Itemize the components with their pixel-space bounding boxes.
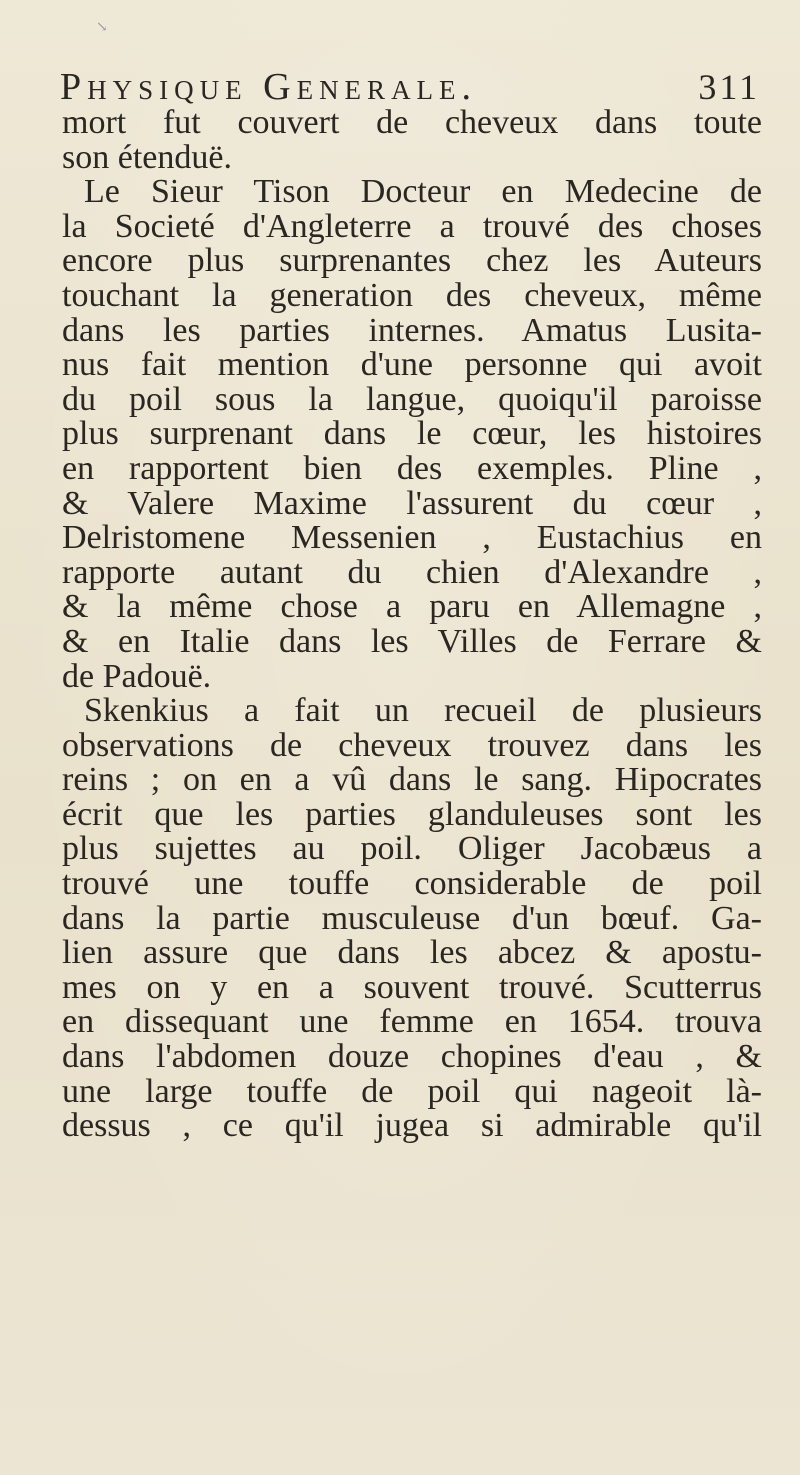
text-line: Skenkius a fait un recueil de plusieurs [84, 692, 762, 730]
text-line: touchant la generation des cheveux, même [62, 276, 762, 314]
text-line: nus fait mention d'une personne qui avoit [62, 346, 762, 384]
text-line: & Valere Maxime l'assurent du cœur , [62, 484, 762, 522]
text-line: son étenduë. [62, 138, 232, 176]
text-line: mort fut couvert de cheveux dans toute [62, 104, 762, 141]
text-line: une large touffe de poil qui nageoit là- [62, 1072, 762, 1110]
text-line: dans les parties internes. Amatus Lusita- [62, 311, 762, 349]
text-line: mes on y en a souvent trouvé. Scutterrus [62, 968, 762, 1006]
arrow-mark-icon: ↘ [96, 19, 108, 35]
text-line: dans la partie musculeuse d'un bœuf. Ga- [62, 899, 762, 937]
text-line: en dissequant une femme en 1654. trouva [62, 1003, 762, 1041]
text-line: lien assure que dans les abcez & apostu- [62, 934, 762, 972]
text-line: observations de cheveux trouvez dans les [62, 726, 762, 764]
text-line: Le Sieur Tison Docteur en Medecine de [84, 173, 762, 211]
text-line: plus sujettes au poil. Oliger Jacobæus a [62, 830, 762, 868]
text-line: plus surprenant dans le cœur, les histoires [62, 415, 762, 453]
text-line: écrit que les parties glanduleuses sont les [62, 795, 762, 833]
text-line: reins ; on en a vû dans le sang. Hipocrates [62, 761, 762, 799]
text-line: en rapportent bien des exemples. Pline , [62, 449, 762, 487]
page-title: Physique Generale. [60, 66, 478, 108]
text-line: de Padouë. [62, 657, 212, 695]
text-line: dessus , ce qu'il jugea si admirable qu'il [62, 1107, 762, 1145]
text-line: rapporte autant du chien d'Alexandre , [62, 553, 762, 591]
text-line: la Societé d'Angleterre a trouvé des choses [62, 207, 762, 245]
text-line: trouvé une touffe considerable de poil [62, 865, 762, 903]
text-line: & la même chose a paru en Allemagne , [62, 588, 762, 626]
text-line: Delristomene Messenien , Eustachius en [62, 519, 762, 557]
text-line: dans l'abdomen douze chopines d'eau , & [62, 1038, 762, 1076]
text-line: & en Italie dans les Villes de Ferrare & [62, 622, 762, 660]
text-line: encore plus surprenantes chez les Auteurs [62, 242, 762, 280]
body-text [62, 106, 762, 1144]
text-line: du poil sous la langue, quoiqu'il paroisse [62, 380, 762, 418]
page-number: 311 [698, 67, 760, 107]
